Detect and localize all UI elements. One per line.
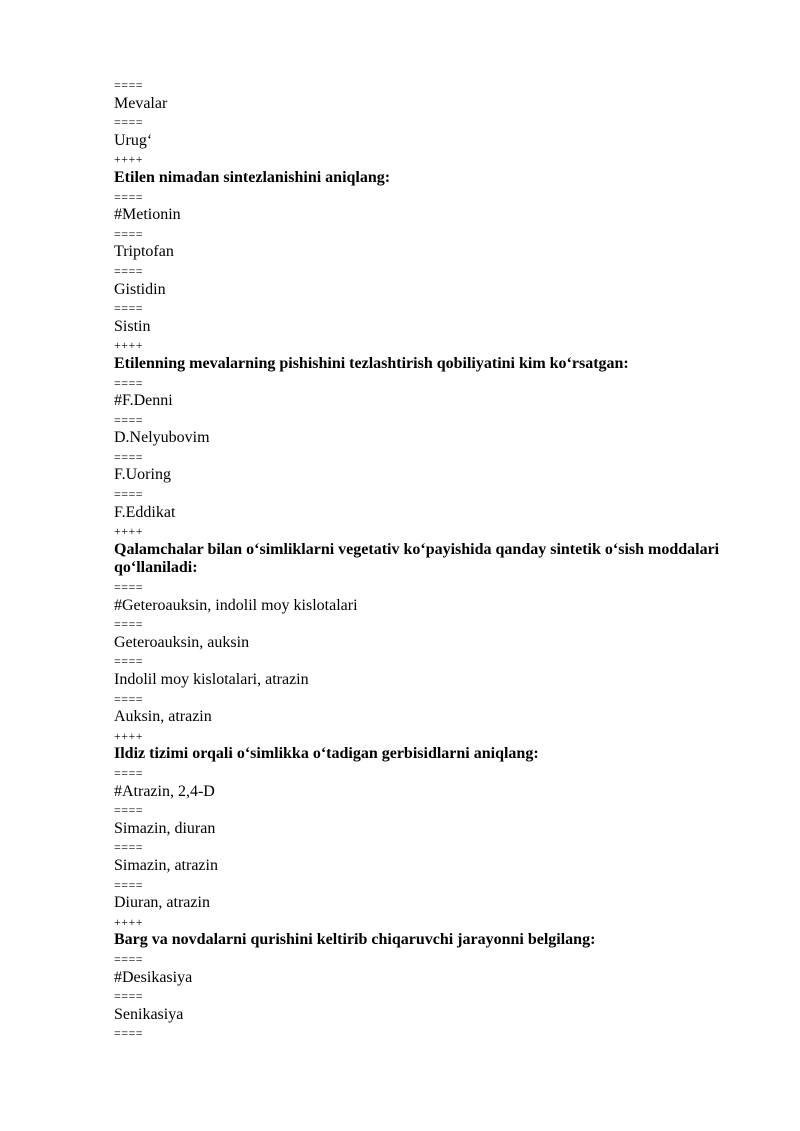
question-separator: ++++ bbox=[114, 338, 144, 353]
option-separator: ==== bbox=[114, 691, 144, 706]
answer-option: Simazin, atrazin bbox=[114, 856, 218, 874]
option-separator: ==== bbox=[114, 487, 144, 502]
question-separator: ++++ bbox=[114, 152, 144, 167]
option-separator: ==== bbox=[114, 263, 144, 278]
option-separator: ==== bbox=[114, 412, 144, 427]
option-separator: ==== bbox=[114, 449, 144, 464]
question-text: Etilen nimadan sintezlanishini aniqlang: bbox=[114, 168, 391, 186]
answer-option: Urug‘ bbox=[114, 131, 153, 149]
question-separator: ++++ bbox=[114, 524, 144, 539]
answer-option: Triptofan bbox=[114, 243, 174, 261]
answer-option: Sistin bbox=[114, 317, 151, 335]
answer-option: Geteroauksin, auksin bbox=[114, 633, 250, 651]
option-separator: ==== bbox=[114, 840, 144, 855]
answer-option: Gistidin bbox=[114, 280, 166, 298]
answer-option: Diuran, atrazin bbox=[114, 894, 210, 912]
answer-option: Mevalar bbox=[114, 94, 168, 112]
answer-option: #F.Denni bbox=[114, 392, 173, 410]
answer-option: #Geteroauksin, indolil moy kislotalari bbox=[114, 596, 358, 614]
answer-option: #Desikasiya bbox=[114, 968, 193, 986]
answer-option: Indolil moy kislotalari, atrazin bbox=[114, 671, 309, 688]
option-separator: ==== bbox=[114, 375, 144, 390]
option-separator: ==== bbox=[114, 78, 144, 92]
option-separator: ==== bbox=[114, 226, 144, 241]
option-separator: ==== bbox=[114, 301, 144, 316]
option-separator: ==== bbox=[114, 877, 144, 892]
answer-option: Auksin, atrazin bbox=[114, 708, 212, 726]
question-text: Ildiz tizimi orqali o‘simlikka o‘tadigan gerbisidlarni aniqlang: bbox=[114, 745, 539, 763]
option-separator: ==== bbox=[114, 765, 144, 780]
option-separator: ==== bbox=[114, 803, 144, 818]
option-separator: ==== bbox=[114, 617, 144, 632]
question-text: Barg va novdalarni qurishini keltirib chiqaruvchi jarayonni belgilang: bbox=[114, 931, 596, 949]
answer-option: Senikasiya bbox=[114, 1005, 184, 1023]
option-separator: ==== bbox=[114, 989, 144, 1004]
document-page bbox=[114, 76, 754, 1043]
answer-option: F.Eddikat bbox=[114, 503, 176, 521]
question-text: Etilenning mevalarning pishishini tezlashtirish qobiliyatini kim ko‘rsatgan: bbox=[114, 354, 629, 372]
option-separator: ==== bbox=[114, 654, 144, 669]
answer-option: D.Nelyubovim bbox=[114, 429, 210, 447]
option-separator: ==== bbox=[114, 115, 144, 130]
option-separator: ==== bbox=[114, 951, 144, 966]
question-text: Qalamchalar bilan o‘simliklarni vegetativ ko‘payishida qanday sintetik o‘sish moddalari qo‘llaniladi: bbox=[114, 540, 720, 577]
option-separator: ==== bbox=[114, 1026, 144, 1041]
answer-option: F.Uoring bbox=[114, 466, 171, 484]
option-separator: ==== bbox=[114, 580, 144, 595]
question-separator: ++++ bbox=[114, 914, 144, 929]
answer-option: Simazin, diuran bbox=[114, 819, 216, 837]
answer-option: #Atrazin, 2,4-D bbox=[114, 782, 215, 800]
option-separator: ==== bbox=[114, 189, 144, 204]
answer-option: #Metionin bbox=[114, 206, 181, 224]
question-separator: ++++ bbox=[114, 728, 144, 743]
